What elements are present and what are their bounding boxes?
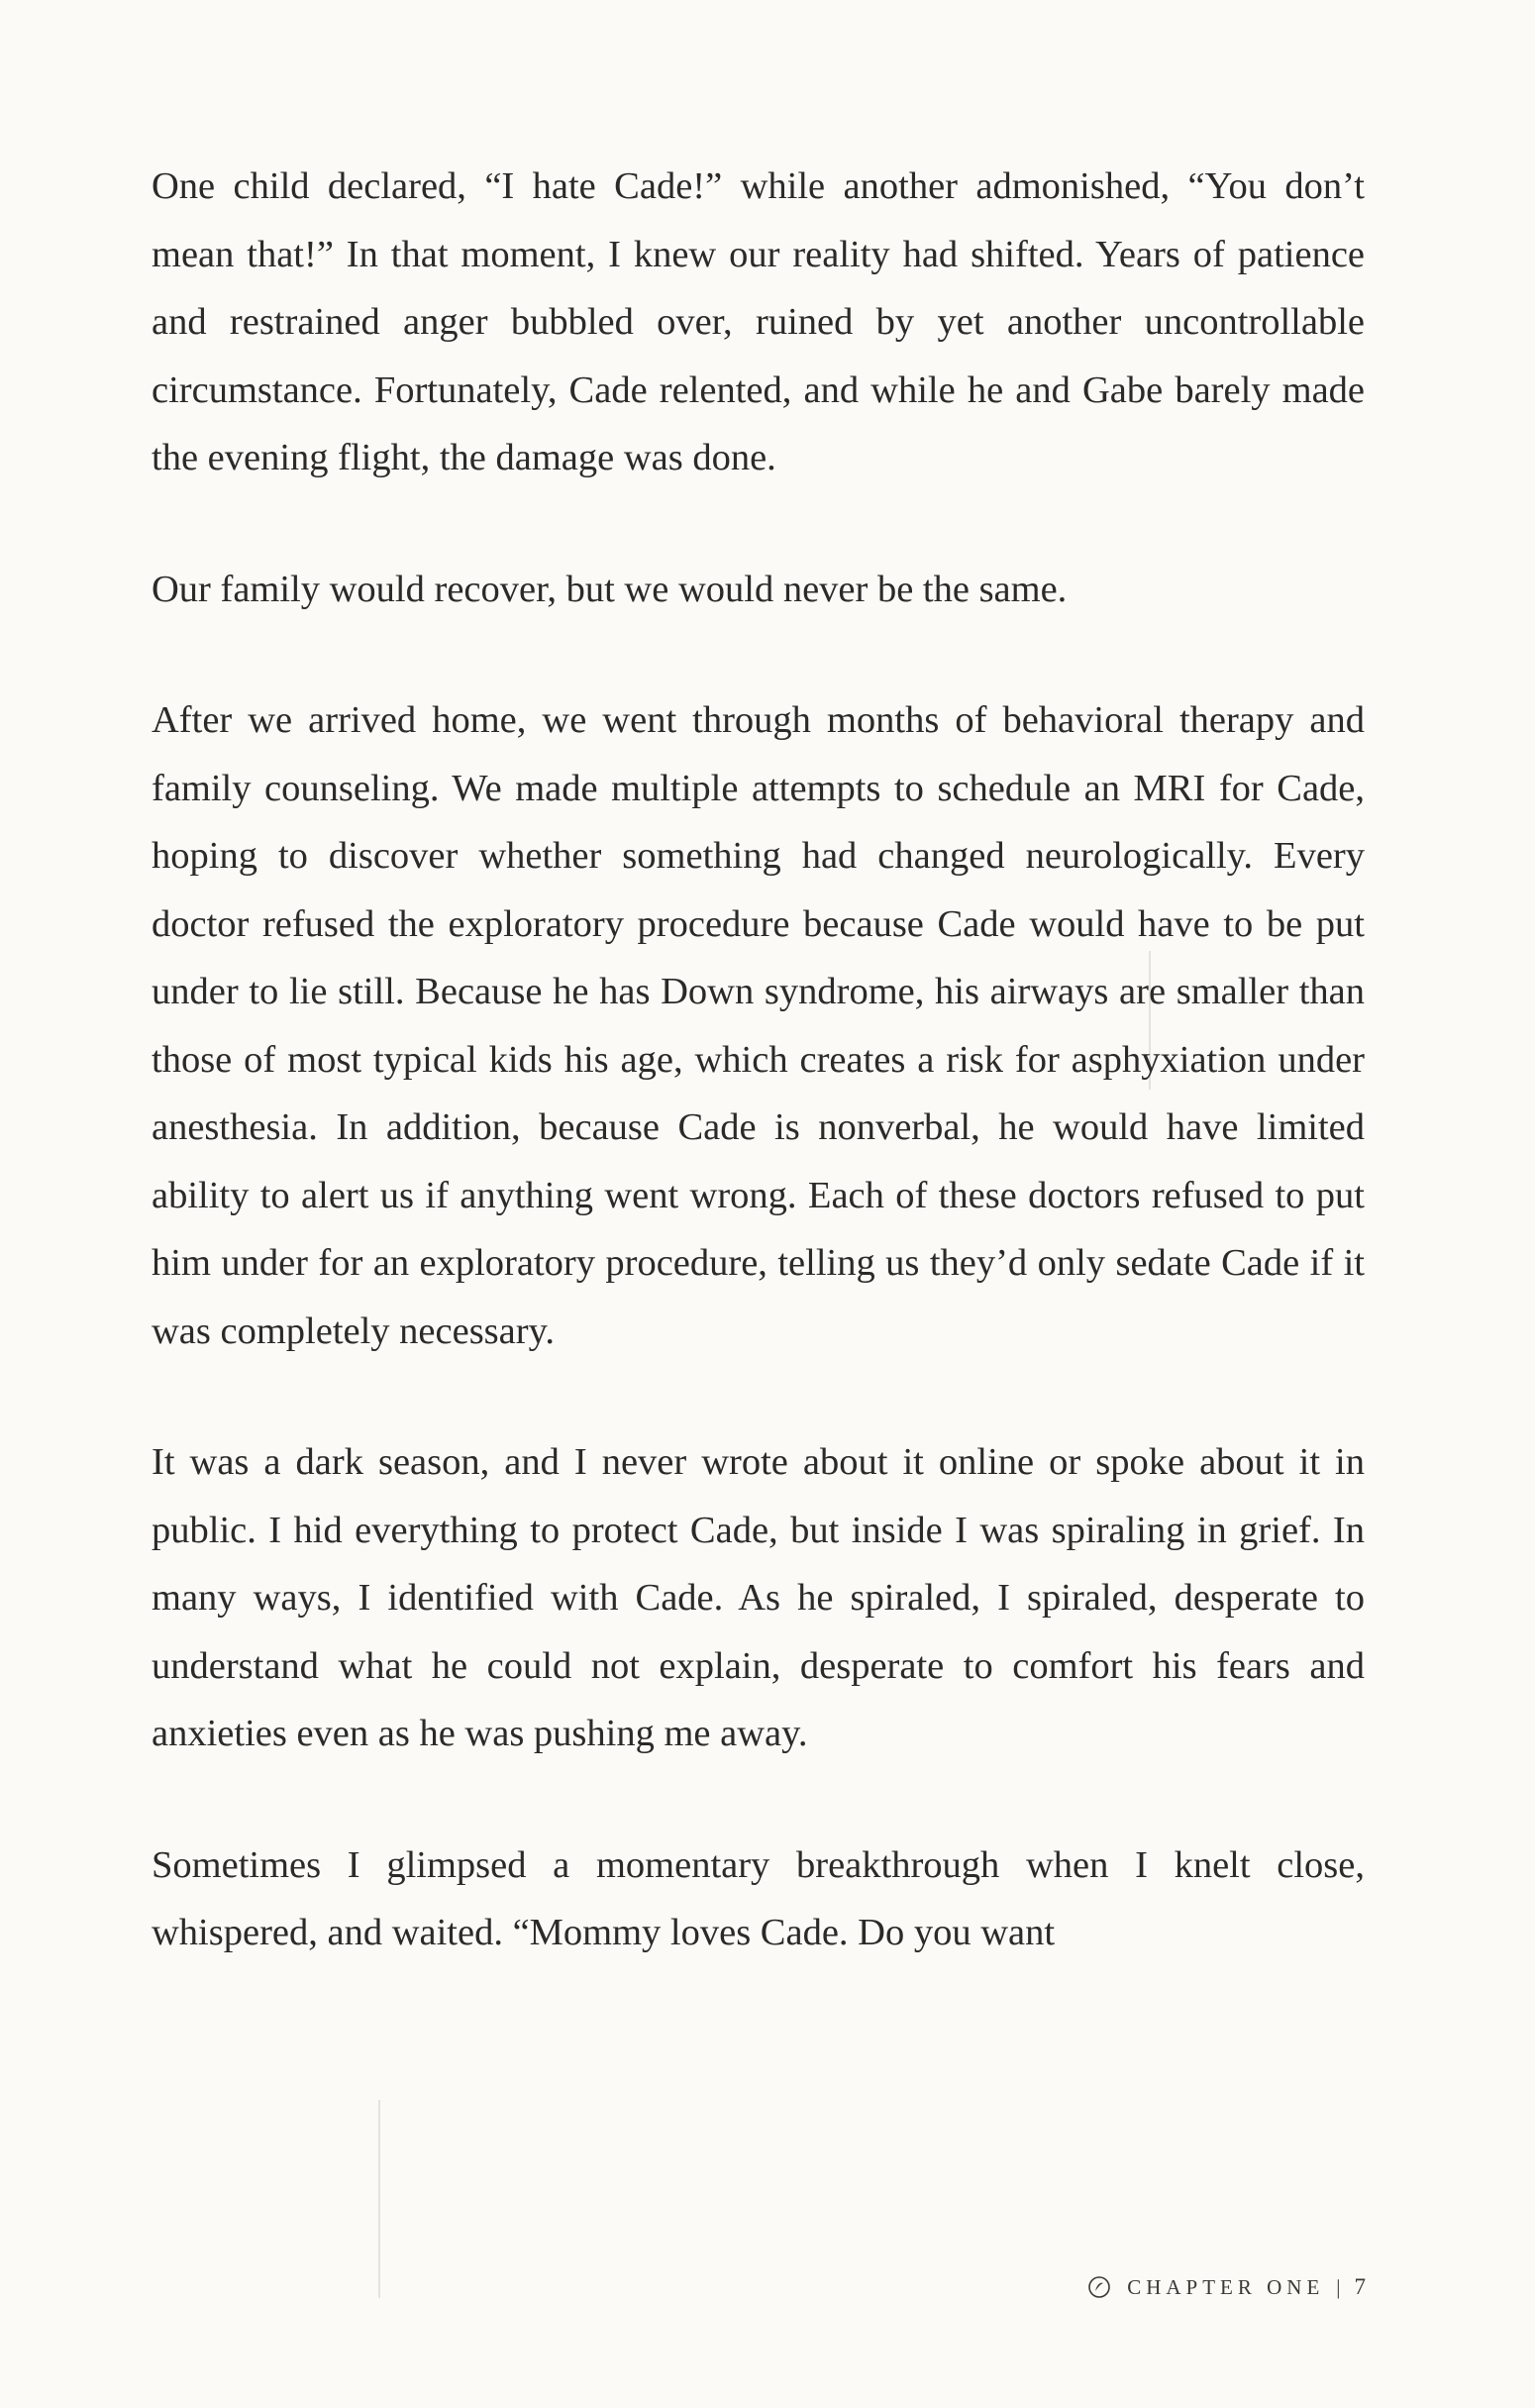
paragraph: One child declared, “I hate Cade!” while another admonished, “You don’t mean that!” In that moment, I knew our reality had shifted. Years of patience and restrained anger bubbled over, ruined by yet another uncontrollable circumstance. Fortunately, Cade relented, and while he and Gabe barely made the evening flight, the damage was done. (152, 165, 1365, 478)
page-number: 7 (1354, 2274, 1366, 2299)
paragraph: It was a dark season, and I never wrote about it online or spoke about it in public. I hid everything to protect Cade, but inside I was spiraling in grief. In many ways, I identified with Cade. As he spiraled, I spiraled, desperate to understand what he could not explain, desperate to comfort his fears and anxieties even as he was pushing me away. (152, 1441, 1365, 1754)
chapter-ornament-icon (1087, 2275, 1111, 2299)
page-footer (1087, 2274, 1366, 2300)
scan-artifact-line (378, 2100, 380, 2298)
paragraph: After we arrived home, we went through months of behavioral therapy and family counseling. We made multiple attempts to schedule an MRI for Cade, hoping to discover whether something had changed neurologically. Every doctor refused the exploratory procedure because Cade would have to be put under to lie still. Because he has Down syndrome, his airways are smaller than those of most typical kids his age, which creates a risk for asphyxiation under anesthesia. In addition, because Cade is nonverbal, he would have limited ability to alert us if anything went wrong. Each of these doctors refused to put him under for an exploratory procedure, telling us they’d only sedate Cade if it was completely necessary. (152, 699, 1365, 1352)
footer-separator: | (1336, 2274, 1341, 2299)
body-text (152, 153, 1365, 1967)
chapter-label: CHAPTER ONE (1127, 2274, 1325, 2299)
paragraph: Our family would recover, but we would never be the same. (152, 568, 1068, 610)
paragraph: Sometimes I glimpsed a momentary breakthrough when I knelt close, whispered, and waited. “Mommy loves Cade. Do you want (152, 1843, 1365, 1953)
